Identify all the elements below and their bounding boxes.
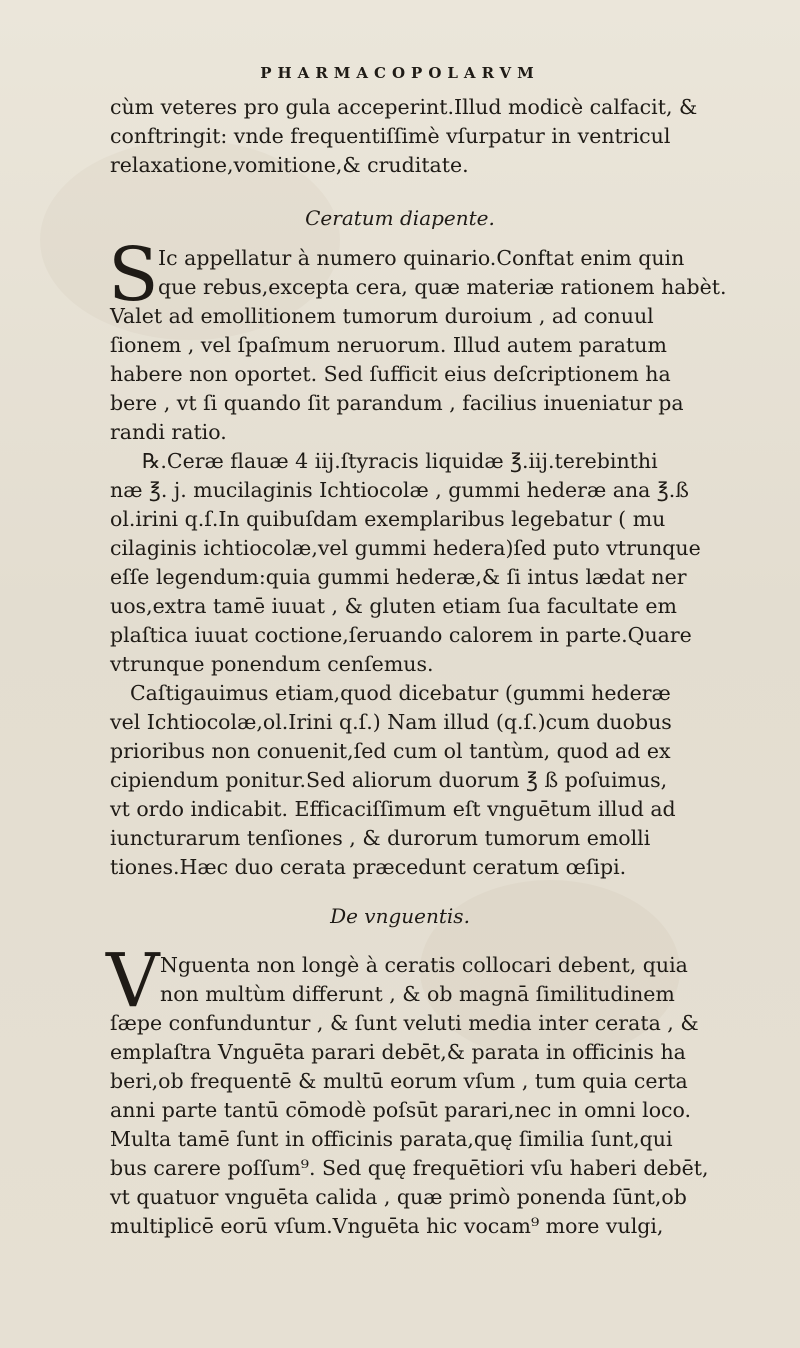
text-line: que rebus,excepta cera, quæ materiæ rationem habèt. [158,275,727,299]
section-heading: De vnguentis. [330,904,470,928]
text-line: plaſtica iuuat coctione,ſeruando calorem in parte.Quare [110,623,692,647]
text-line: cilaginis ichtiocolæ,vel gummi hedera)ſed puto vtrunque [110,536,701,560]
text-line: anni parte tantū cōmodè poſsūt parari,nec in omni loco. [110,1098,692,1122]
text-line: emplaſtra Vnguēta parari debēt,& parata in officinis ha [110,1040,686,1064]
text-line: non multùm differunt , & ob magnā ſimilitudinem [160,982,675,1006]
text-line: randi ratio. [110,420,227,444]
text-line: uos,extra tamē iuuat , & gluten etiam ſua facultate em [110,594,677,618]
text-line: Ic appellatur à numero quinario.Conftat enim quin [158,246,685,270]
text-line: Valet ad emollitionem tumorum duroium , ad conuul [110,304,654,328]
text-line: Caſtigauimus etiam,quod dicebatur (gummi hederæ [130,681,671,705]
text-line: relaxatione,vomitione,& cruditate. [110,153,469,177]
drop-cap: S [108,232,159,318]
text-line: vt ordo indicabit. Efficaciſſimum eſt vnguētum illud ad [110,797,676,821]
text-line: Nguenta non longè à ceratis collocari debent, quia [160,953,688,977]
text-line: bere , vt ſi quando ſit parandum , facilius inueniatur pa [110,391,684,415]
text-line: cùm veteres pro gula acceperint.Illud modicè calfacit, & [110,95,698,119]
text-line: prioribus non conuenit,ſed cum ol tantùm, quod ad ex [110,739,671,763]
drop-cap: V [106,938,160,1024]
text-line: vtrunque ponendum cenſemus. [110,652,434,676]
text-line: conftringit: vnde frequentiſſimè vſurpatur in ventricul [110,124,671,148]
text-line: eſſe legendum:quia gummi hederæ,& ſi intus lædat ner [110,565,687,589]
text-line: næ ℥. j. mucilaginis Ichtiocolæ , gummi hederæ ana ℥.ß [110,478,689,502]
text-line: ol.irini q.ſ.In quibuſdam exemplaribus legebatur ( mu [110,507,666,531]
text-line: ℞.Ceræ flauæ 4 iij.ſtyracis liquidæ ℥.iij.terebinthi [142,449,658,473]
text-line: iuncturarum tenſiones , & durorum tumorum emolli [110,826,651,850]
text-line: cipiendum ponitur.Sed aliorum duorum ℥ ß poſuimus, [110,768,668,792]
text-line: bus carere poſſum⁹. Sed quę frequētiori vſu haberi debēt, [110,1156,709,1180]
text-line: ſæpe confunduntur , & ſunt veluti media inter cerata , & [110,1011,699,1035]
text-line: vt quatuor vnguēta calida , quæ primò ponenda ſūnt,ob [110,1185,687,1209]
running-head: PHARMACOPOLARVM [260,64,540,82]
text-line: vel Ichtiocolæ,ol.Irini q.ſ.) Nam illud (q.ſ.)cum duobus [110,710,672,734]
text-line: beri,ob frequentē & multū eorum vſum , tum quia certa [110,1069,688,1093]
text-line: tiones.Hæc duo cerata præcedunt ceratum œſipi. [110,855,627,879]
page-bottom-margin [0,1300,800,1348]
text-line: Multa tamē ſunt in officinis parata,quę ſimilia ſunt,qui [110,1127,673,1151]
section-heading: Ceratum diapente. [305,206,495,230]
text-line: multiplicē eorū vſum.Vnguēta hic vocam⁹ more vulgi, [110,1214,664,1238]
text-line: habere non oportet. Sed ſufficit eius deſcriptionem ha [110,362,671,386]
text-line: ſionem , vel ſpaſmum neruorum. Illud autem paratum [110,333,667,357]
